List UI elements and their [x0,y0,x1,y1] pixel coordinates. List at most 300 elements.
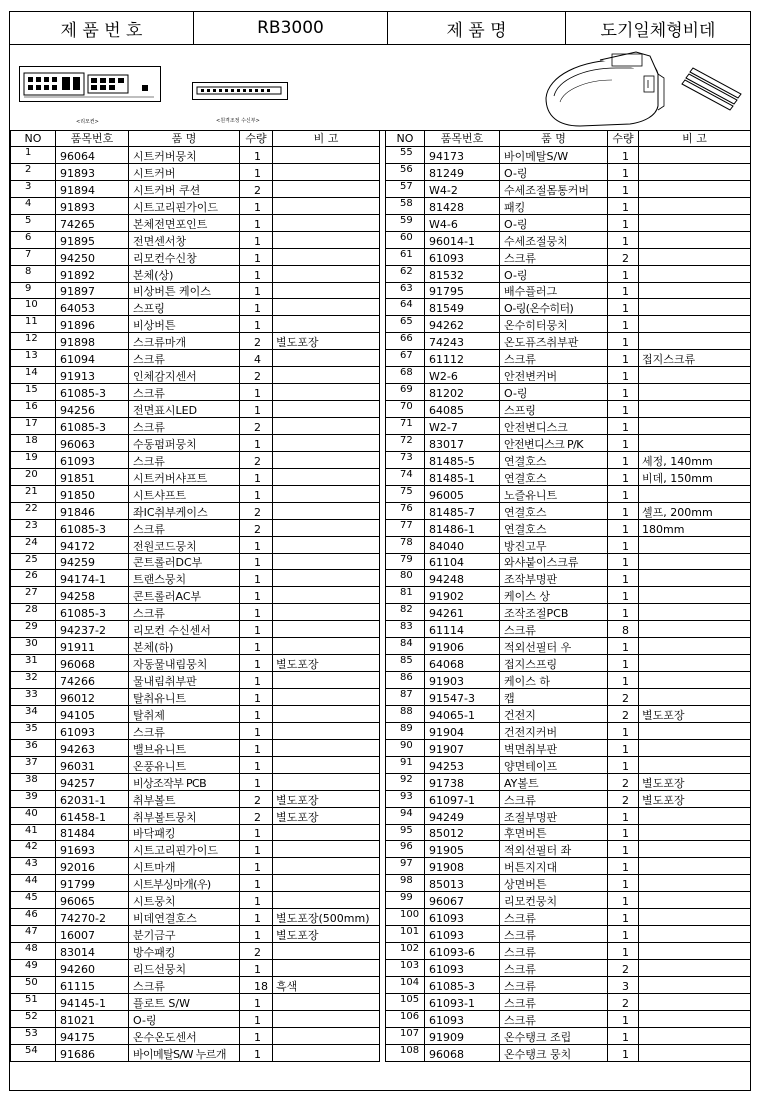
table-row [386,621,751,638]
part-name: 방진고무 [500,536,608,553]
part-no: 45 [11,892,56,909]
part-number: 85013 [425,875,500,892]
table-row [11,756,380,773]
part-no: 62 [386,265,425,282]
part-no: 22 [11,502,56,519]
bidet-unit-icon [540,46,750,128]
part-name: 안전변커버 [500,367,608,384]
table-row [386,502,751,519]
product-name: 도기일체형비데 [600,20,716,41]
quantity: 1 [240,401,273,418]
table-row [386,384,751,401]
remarks [273,316,380,333]
part-number: 96014-1 [425,231,500,248]
column-header: 수량 [240,131,273,147]
quantity: 1 [608,570,639,587]
part-number: 74266 [56,672,129,689]
remarks [273,960,380,977]
quantity: 1 [608,722,639,739]
part-name: 스크류 [500,909,608,926]
quantity: 4 [240,350,273,367]
quantity: 1 [240,655,273,672]
part-name: 스크류 [129,384,240,401]
part-name: 스크류 [500,960,608,977]
remarks [639,485,751,502]
quantity: 18 [240,976,273,993]
table-row [11,333,380,350]
part-number: 91795 [425,282,500,299]
remarks: 별도포장 [273,790,380,807]
part-number: 81021 [56,1010,129,1027]
part-no: 30 [11,638,56,655]
part-no: 43 [11,858,56,875]
part-no: 88 [386,705,425,722]
remarks [639,316,751,333]
part-name: 노즐유니트 [500,485,608,502]
column-header: 수량 [608,131,639,147]
part-number: 91902 [425,587,500,604]
part-number: 61112 [425,350,500,367]
quantity: 1 [608,147,639,164]
part-name: 온수히터뭉치 [500,316,608,333]
part-number: 91905 [425,841,500,858]
part-number: 94257 [56,773,129,790]
part-no: 25 [11,553,56,570]
table-row [386,434,751,451]
part-name: 수동펌퍼뭉치 [129,434,240,451]
remarks [273,841,380,858]
table-row [386,180,751,197]
quantity: 1 [608,909,639,926]
part-number: 96067 [425,892,500,909]
remarks [273,147,380,164]
part-name: 연결호스 [500,451,608,468]
table-row [11,655,380,672]
part-no: 98 [386,875,425,892]
remarks: 접지스크류 [639,350,751,367]
part-number: 81485-1 [425,468,500,485]
quantity: 2 [240,519,273,536]
table-row [386,299,751,316]
part-name: 시트마개 [129,858,240,875]
part-number: 61085-3 [56,418,129,435]
part-number: 94263 [56,739,129,756]
part-name: 연결호스 [500,468,608,485]
remarks [273,1027,380,1044]
remarks [273,739,380,756]
part-number: 94249 [425,807,500,824]
remarks [273,587,380,604]
table-row [386,1044,751,1061]
quantity: 1 [240,858,273,875]
part-name: 배수플러그 [500,282,608,299]
part-number: 94261 [425,604,500,621]
part-no: 85 [386,655,425,672]
part-no: 56 [386,163,425,180]
quantity: 8 [608,621,639,638]
table-row [386,841,751,858]
part-no: 70 [386,401,425,418]
quantity: 1 [240,892,273,909]
part-no: 80 [386,570,425,587]
part-number: 96012 [56,689,129,706]
part-number: 91895 [56,231,129,248]
quantity: 1 [608,739,639,756]
quantity: 1 [608,1044,639,1061]
quantity: 1 [240,147,273,164]
part-name: 바이메탈S/W 누르개 [129,1044,240,1061]
part-no: 8 [11,265,56,282]
table-row [386,858,751,875]
table-row [386,655,751,672]
table-row [11,401,380,418]
quantity: 2 [240,367,273,384]
part-number: 61094 [56,350,129,367]
part-name: 플로트 S/W [129,993,240,1010]
table-row [11,282,380,299]
remarks [639,1010,751,1027]
part-no: 12 [11,333,56,350]
quantity: 1 [608,468,639,485]
remarks [273,672,380,689]
part-name: 밸브유니트 [129,739,240,756]
remarks [273,367,380,384]
remarks [273,214,380,231]
remarks [639,824,751,841]
part-number: 61085-3 [425,976,500,993]
remarks [273,892,380,909]
remarks: 셀프, 200mm [639,502,751,519]
part-number: 61085-3 [56,519,129,536]
quantity: 2 [240,451,273,468]
remarks [639,163,751,180]
remarks [273,485,380,502]
table-row [11,739,380,756]
part-no: 66 [386,333,425,350]
part-name: 바닥패킹 [129,824,240,841]
table-row [386,892,751,909]
quantity: 1 [240,841,273,858]
quantity: 1 [608,875,639,892]
quantity: 1 [608,434,639,451]
part-no: 99 [386,892,425,909]
table-row [386,926,751,943]
part-name: 스프링 [129,299,240,316]
part-number: 74270-2 [56,909,129,926]
part-name: 수세조절뭉치 [500,231,608,248]
quantity: 1 [608,163,639,180]
table-row [11,1044,380,1061]
table-row [11,943,380,960]
remarks [273,756,380,773]
table-row [386,163,751,180]
quantity: 1 [240,756,273,773]
quantity: 1 [608,299,639,316]
part-no: 90 [386,739,425,756]
receiver-icon [193,83,287,99]
part-no: 61 [386,248,425,265]
part-name: 케이스 상 [500,587,608,604]
part-number: 61093 [425,926,500,943]
remarks [639,976,751,993]
part-number: 94174-1 [56,570,129,587]
remarks [639,401,751,418]
part-name: 취부볼트뭉치 [129,807,240,824]
quantity: 2 [608,960,639,977]
part-name: 전원코드뭉치 [129,536,240,553]
table-row [11,909,380,926]
part-number: 94175 [56,1027,129,1044]
part-no: 102 [386,943,425,960]
part-no: 17 [11,418,56,435]
quantity: 1 [240,909,273,926]
receiver-caption: <원격조정 수신부> [216,118,260,124]
table-row [386,824,751,841]
quantity: 1 [608,756,639,773]
remarks [639,722,751,739]
quantity: 1 [240,587,273,604]
table-row [386,231,751,248]
part-no: 67 [386,350,425,367]
quantity: 1 [608,655,639,672]
quantity: 1 [608,316,639,333]
remarks [639,875,751,892]
part-number: 74265 [56,214,129,231]
table-row [386,739,751,756]
part-no: 83 [386,621,425,638]
quantity: 2 [240,333,273,350]
part-name: 연결호스 [500,519,608,536]
table-row [386,909,751,926]
remarks [639,672,751,689]
quantity: 1 [240,265,273,282]
part-no: 2 [11,163,56,180]
remarks [639,570,751,587]
part-number: W2-7 [425,418,500,435]
part-name: 시트부싱마개(우) [129,875,240,892]
part-number: 94172 [56,536,129,553]
quantity: 1 [240,689,273,706]
remarks [273,248,380,265]
table-row [11,367,380,384]
part-number: 96068 [425,1044,500,1061]
part-number: 94173 [425,147,500,164]
part-name: 리모컨뭉치 [500,892,608,909]
part-name: 비데연결호스 [129,909,240,926]
quantity: 1 [608,824,639,841]
table-row [386,570,751,587]
part-name: O-링 [500,265,608,282]
quantity: 1 [240,1044,273,1061]
quantity: 1 [608,807,639,824]
table-row [386,943,751,960]
part-name: 적외선필터 우 [500,638,608,655]
part-no: 16 [11,401,56,418]
part-name: 스크류 [500,621,608,638]
table-row [386,604,751,621]
remarks [273,231,380,248]
remarks [273,993,380,1010]
table-row [11,147,380,164]
part-name: 스크류 [129,418,240,435]
part-number: 84040 [425,536,500,553]
remarks: 180mm [639,519,751,536]
part-number: 94145-1 [56,993,129,1010]
quantity: 1 [608,892,639,909]
part-number: 81485-7 [425,502,500,519]
part-no: 18 [11,434,56,451]
part-number: 94256 [56,401,129,418]
part-name: 시트커버뭉치 [129,147,240,164]
part-name: 본체전면포인트 [129,214,240,231]
part-no: 89 [386,722,425,739]
table-row [11,163,380,180]
part-number: 61093 [56,722,129,739]
remarks [639,384,751,401]
table-row [386,214,751,231]
remarks [273,689,380,706]
remarks [273,451,380,468]
quantity: 1 [240,926,273,943]
part-number: 94065-1 [425,705,500,722]
table-header-row [386,131,751,147]
table-row [11,451,380,468]
remote-control-illustration [19,66,161,102]
table-row [11,299,380,316]
remarks [273,858,380,875]
quantity: 1 [608,604,639,621]
remarks [273,401,380,418]
part-no: 108 [386,1044,425,1061]
part-number: 91898 [56,333,129,350]
table-row [386,705,751,722]
quantity: 1 [608,214,639,231]
table-row [11,316,380,333]
part-name: 상면버튼 [500,875,608,892]
part-number: 91904 [425,722,500,739]
part-no: 46 [11,909,56,926]
part-name: 와샤붙이스크류 [500,553,608,570]
quantity: 1 [240,672,273,689]
part-number: 94248 [425,570,500,587]
part-number: 94262 [425,316,500,333]
part-name: 스프링 [500,401,608,418]
quantity: 1 [608,282,639,299]
part-no: 96 [386,841,425,858]
quantity: 1 [240,773,273,790]
remarks [273,553,380,570]
remarks [639,367,751,384]
part-name: 탈취유니트 [129,689,240,706]
part-name: 스크류 [500,976,608,993]
part-no: 73 [386,451,425,468]
quantity: 2 [240,790,273,807]
part-name: 본체(하) [129,638,240,655]
table-row [386,993,751,1010]
part-number: 61093 [56,451,129,468]
part-number: 91892 [56,265,129,282]
part-no: 58 [386,197,425,214]
part-name: 온수탱크 뭉치 [500,1044,608,1061]
table-row [386,773,751,790]
remarks [639,689,751,706]
part-number: 61458-1 [56,807,129,824]
part-name: 스크류마개 [129,333,240,350]
quantity: 1 [240,1027,273,1044]
part-name: 전면표시LED [129,401,240,418]
part-no: 75 [386,485,425,502]
part-number: 61085-3 [56,384,129,401]
part-name: 접지스프링 [500,655,608,672]
part-number: 96065 [56,892,129,909]
part-name: 안전변디스크 P/K [500,434,608,451]
part-no: 93 [386,790,425,807]
quantity: 1 [240,485,273,502]
part-number: 81484 [56,824,129,841]
part-number: 64053 [56,299,129,316]
part-no: 42 [11,841,56,858]
remarks: 비데, 150mm [639,468,751,485]
part-name: O-링 [500,384,608,401]
part-no: 104 [386,976,425,993]
product-name-label: 제 품 명 [388,12,566,44]
part-name: 비상버튼 [129,316,240,333]
remarks [639,604,751,621]
table-row [11,384,380,401]
part-no: 6 [11,231,56,248]
table-row [11,875,380,892]
quantity: 1 [608,841,639,858]
quantity: 2 [608,248,639,265]
remarks [639,333,751,350]
remarks [273,536,380,553]
part-number: W2-6 [425,367,500,384]
table-row [11,976,380,993]
table-row [11,892,380,909]
part-no: 26 [11,570,56,587]
part-number: 91909 [425,1027,500,1044]
part-no: 92 [386,773,425,790]
part-name: 연결호스 [500,502,608,519]
part-number: 91907 [425,739,500,756]
table-row [11,705,380,722]
part-name: 물내림취부판 [129,672,240,689]
remarks: 별도포장 [639,705,751,722]
part-number: 91893 [56,163,129,180]
remarks: 흑색 [273,976,380,993]
table-row [386,282,751,299]
table-row [11,197,380,214]
column-header: 품 명 [500,131,608,147]
part-no: 23 [11,519,56,536]
table-row [11,231,380,248]
remarks [639,536,751,553]
part-number: 81532 [425,265,500,282]
remarks [273,197,380,214]
part-name: 인체감지센서 [129,367,240,384]
remarks [273,384,380,401]
part-number: W4-6 [425,214,500,231]
part-name: 조작부명판 [500,570,608,587]
part-no: 33 [11,689,56,706]
table-row [11,638,380,655]
part-name: 시트커버 쿠션 [129,180,240,197]
part-name: 버튼지지대 [500,858,608,875]
part-name: 캡 [500,689,608,706]
quantity: 1 [240,316,273,333]
part-no: 37 [11,756,56,773]
part-no: 78 [386,536,425,553]
